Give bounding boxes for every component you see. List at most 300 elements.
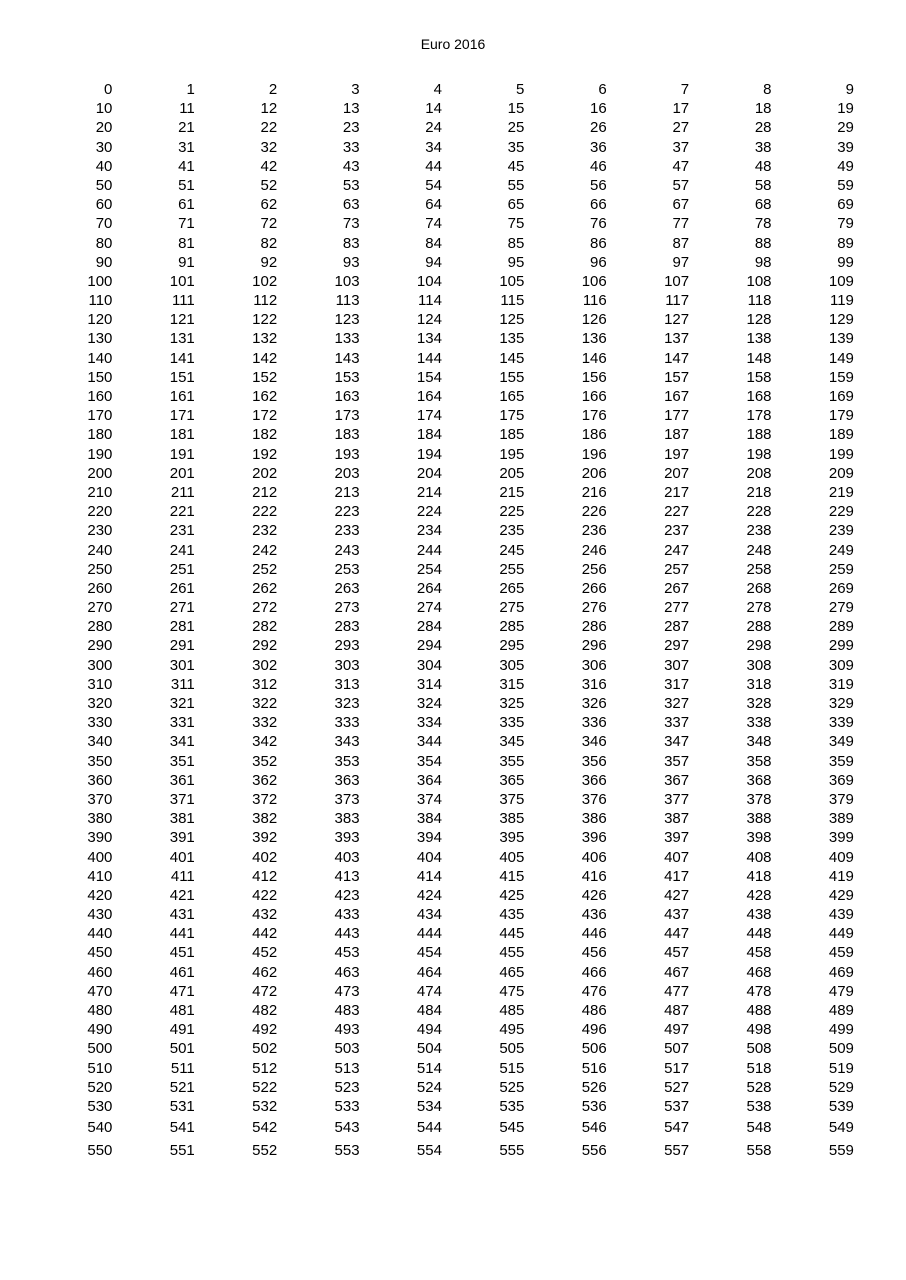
grid-cell: 430 (87, 906, 113, 924)
grid-cell: 202 (252, 464, 278, 482)
grid-cell: 423 (334, 886, 360, 904)
grid-cell: 541 (169, 1119, 195, 1137)
grid-cell: 243 (334, 541, 360, 559)
grid-cell: 477 (664, 982, 690, 1000)
grid-cell: 509 (828, 1040, 854, 1058)
grid-cell: 512 (252, 1059, 278, 1077)
grid-cell: 261 (169, 579, 195, 597)
grid-cell: 426 (581, 886, 607, 904)
grid-cell: 557 (664, 1142, 690, 1160)
grid-cell: 556 (581, 1142, 607, 1160)
grid-cell: 101 (169, 272, 195, 290)
grid-cell: 445 (499, 925, 525, 943)
grid-cell: 162 (252, 388, 278, 405)
grid-cell: 6 (598, 81, 607, 98)
grid-cell: 406 (581, 848, 607, 866)
grid-cell: 427 (664, 886, 690, 904)
grid-cell: 336 (581, 714, 607, 732)
grid-cell: 342 (252, 733, 278, 751)
grid-cell: 290 (87, 637, 113, 655)
grid-cell: 319 (828, 675, 854, 693)
grid-row (30, 867, 854, 886)
grid-cell: 64 (425, 196, 442, 214)
grid-cell: 13 (342, 100, 360, 118)
grid-cell: 307 (664, 656, 690, 674)
grid-cell: 389 (828, 810, 854, 828)
grid-cell: 20 (95, 119, 113, 137)
grid-cell: 410 (87, 867, 113, 885)
grid-cell: 481 (169, 1002, 195, 1019)
grid-cell: 80 (95, 234, 113, 252)
grid-cell: 419 (828, 867, 854, 885)
grid-cell: 275 (499, 599, 525, 617)
grid-row (30, 1001, 854, 1020)
grid-cell: 551 (169, 1142, 195, 1160)
grid-row (30, 138, 854, 157)
grid-cell: 163 (334, 388, 360, 405)
grid-cell: 328 (746, 695, 772, 712)
grid-cell: 453 (334, 944, 360, 962)
grid-cell: 268 (746, 579, 772, 597)
grid-cell: 127 (664, 311, 690, 329)
grid-cell: 1 (186, 81, 195, 98)
grid-cell: 214 (416, 483, 442, 501)
grid-cell: 277 (664, 599, 690, 617)
grid-cell: 72 (260, 215, 278, 233)
grid-cell: 254 (416, 560, 442, 578)
grid-cell: 309 (828, 656, 854, 674)
grid-cell: 521 (169, 1078, 195, 1096)
grid-row (30, 656, 854, 675)
grid-cell: 305 (499, 656, 525, 674)
grid-row (30, 828, 854, 847)
grid-cell: 276 (581, 599, 607, 617)
grid-cell: 310 (87, 675, 113, 693)
grid-cell: 7 (680, 81, 690, 98)
grid-cell: 286 (581, 618, 607, 636)
grid-cell: 271 (169, 599, 195, 617)
grid-cell: 121 (169, 311, 195, 329)
grid-cell: 351 (169, 752, 195, 770)
grid-cell: 414 (416, 867, 442, 885)
grid-cell: 132 (252, 330, 278, 348)
grid-cell: 11 (179, 100, 195, 118)
grid-cell: 535 (499, 1097, 525, 1115)
grid-cell: 411 (170, 867, 195, 885)
grid-row (30, 195, 854, 214)
grid-cell: 17 (672, 100, 690, 118)
grid-cell: 109 (828, 272, 854, 290)
grid-cell: 65 (507, 196, 525, 214)
grid-cell: 228 (746, 503, 772, 521)
grid-cell: 205 (499, 464, 525, 482)
grid-cell: 224 (416, 503, 442, 521)
grid-cell: 486 (581, 1002, 607, 1019)
grid-cell: 537 (664, 1097, 690, 1115)
grid-cell: 36 (590, 138, 607, 156)
grid-cell: 330 (87, 714, 113, 732)
grid-cell: 480 (87, 1002, 113, 1019)
grid-cell: 194 (416, 445, 442, 463)
grid-cell: 165 (499, 388, 525, 405)
grid-cell: 491 (169, 1021, 195, 1039)
grid-cell: 213 (334, 483, 360, 501)
grid-cell: 130 (87, 330, 113, 348)
grid-cell: 357 (664, 752, 690, 770)
grid-cell: 312 (252, 675, 278, 693)
grid-cell: 555 (499, 1142, 525, 1160)
grid-row (30, 406, 854, 425)
grid-cell: 256 (581, 560, 607, 578)
grid-cell: 311 (170, 675, 195, 693)
grid-cell: 390 (87, 829, 113, 847)
grid-cell: 265 (499, 579, 525, 597)
grid-cell: 281 (169, 618, 195, 636)
grid-cell: 559 (828, 1142, 854, 1160)
grid-cell: 436 (581, 906, 607, 924)
grid-cell: 306 (581, 656, 607, 674)
grid-cell: 123 (334, 311, 360, 329)
grid-cell: 456 (581, 944, 607, 962)
grid-cell: 86 (590, 234, 607, 252)
grid-cell: 211 (170, 483, 195, 501)
grid-cell: 402 (252, 848, 278, 866)
grid-cell: 115 (500, 292, 525, 310)
grid-cell: 424 (416, 886, 442, 904)
grid-cell: 272 (252, 599, 278, 617)
grid-cell: 356 (581, 752, 607, 770)
grid-row (30, 483, 854, 502)
grid-cell: 450 (87, 944, 113, 962)
grid-cell: 215 (499, 483, 525, 501)
grid-cell: 87 (672, 234, 690, 252)
grid-cell: 354 (416, 752, 442, 770)
grid-cell: 169 (828, 388, 854, 405)
grid-cell: 108 (746, 272, 772, 290)
grid-cell: 237 (664, 522, 690, 540)
grid-cell: 374 (416, 790, 442, 808)
grid-cell: 114 (418, 292, 442, 310)
grid-cell: 231 (169, 522, 195, 540)
grid-cell: 262 (252, 579, 278, 597)
grid-cell: 71 (178, 215, 195, 233)
grid-cell: 352 (252, 752, 278, 770)
grid-cell: 156 (581, 368, 607, 386)
grid-cell: 23 (342, 119, 360, 137)
grid-cell: 295 (499, 637, 525, 655)
grid-cell: 407 (664, 848, 690, 866)
grid-cell: 444 (416, 925, 442, 943)
grid-row (30, 694, 854, 713)
grid-cell: 168 (746, 388, 772, 405)
grid-cell: 540 (87, 1119, 113, 1137)
grid-cell: 51 (178, 176, 195, 194)
grid-cell: 409 (828, 848, 854, 866)
grid-cell: 53 (342, 176, 360, 194)
grid-cell: 298 (746, 637, 772, 655)
grid-cell: 542 (252, 1119, 278, 1137)
grid-cell: 107 (664, 272, 690, 290)
grid-row (30, 425, 854, 444)
grid-cell: 394 (416, 829, 442, 847)
grid-cell: 188 (746, 426, 772, 444)
grid-cell: 207 (664, 464, 690, 482)
grid-cell: 511 (170, 1059, 195, 1077)
grid-cell: 57 (672, 176, 690, 194)
grid-cell: 134 (416, 330, 442, 348)
grid-cell: 362 (252, 771, 278, 789)
grid-cell: 476 (581, 982, 607, 1000)
grid-cell: 128 (746, 311, 772, 329)
grid-cell: 248 (746, 541, 772, 559)
grid-cell: 222 (252, 503, 278, 521)
grid-cell: 274 (416, 599, 442, 617)
grid-cell: 146 (581, 349, 607, 367)
grid-cell: 292 (252, 637, 278, 655)
grid-cell: 361 (169, 771, 195, 789)
grid-cell: 337 (664, 714, 690, 732)
grid-cell: 85 (507, 234, 525, 252)
grid-cell: 42 (260, 157, 278, 175)
grid-cell: 308 (746, 656, 772, 674)
grid-cell: 506 (581, 1040, 607, 1058)
grid-cell: 384 (416, 810, 442, 828)
grid-row (30, 541, 854, 560)
grid-cell: 92 (260, 253, 278, 271)
grid-cell: 543 (334, 1119, 360, 1137)
grid-row (30, 1039, 854, 1058)
grid-cell: 70 (95, 215, 113, 233)
grid-cell: 297 (664, 637, 690, 655)
grid-cell: 236 (581, 522, 607, 540)
grid-cell: 533 (334, 1097, 360, 1115)
grid-cell: 457 (664, 944, 690, 962)
grid-cell: 263 (334, 579, 360, 597)
grid-cell: 466 (581, 963, 607, 981)
grid-cell: 516 (581, 1059, 607, 1077)
grid-cell: 219 (828, 483, 854, 501)
grid-cell: 75 (507, 215, 525, 233)
grid-cell: 304 (416, 656, 442, 674)
grid-cell: 377 (664, 790, 690, 808)
grid-cell: 443 (334, 925, 360, 943)
grid-cell: 216 (581, 483, 607, 501)
grid-cell: 189 (828, 426, 854, 444)
grid-cell: 317 (664, 675, 690, 693)
grid-cell: 154 (416, 368, 442, 386)
grid-cell: 32 (260, 138, 278, 156)
grid-cell: 173 (334, 407, 360, 425)
grid-cell: 193 (334, 445, 360, 463)
grid-cell: 458 (746, 944, 772, 962)
grid-cell: 366 (581, 771, 607, 789)
grid-cell: 527 (664, 1078, 690, 1096)
grid-cell: 519 (828, 1059, 854, 1077)
grid-row (30, 176, 854, 195)
grid-cell: 62 (260, 196, 278, 214)
grid-cell: 293 (334, 637, 360, 655)
grid-cell: 166 (581, 388, 607, 405)
grid-cell: 167 (664, 388, 690, 405)
grid-cell: 517 (664, 1059, 690, 1077)
grid-cell: 300 (87, 656, 113, 674)
grid-cell: 399 (828, 829, 854, 847)
grid-cell: 5 (516, 81, 525, 98)
grid-cell: 184 (416, 426, 442, 444)
grid-cell: 185 (499, 426, 525, 444)
grid-cell: 22 (260, 119, 278, 137)
grid-cell: 187 (664, 426, 690, 444)
grid-cell: 24 (425, 119, 442, 137)
grid-cell: 149 (828, 349, 854, 367)
grid-cell: 255 (499, 560, 525, 578)
grid-cell: 90 (95, 253, 113, 271)
grid-cell: 267 (664, 579, 690, 597)
grid-cell: 37 (672, 138, 690, 156)
grid-cell: 253 (334, 560, 360, 578)
grid-cell: 159 (828, 368, 854, 386)
grid-cell: 257 (664, 560, 690, 578)
grid-cell: 398 (746, 829, 772, 847)
grid-cell: 26 (590, 119, 607, 137)
grid-cell: 487 (664, 1002, 690, 1019)
grid-cell: 244 (416, 541, 442, 559)
grid-cell: 143 (334, 349, 360, 367)
grid-cell: 30 (95, 138, 113, 156)
grid-cell: 203 (334, 464, 360, 482)
grid-cell: 421 (169, 886, 195, 904)
grid-cell: 408 (746, 848, 772, 866)
grid-cell: 335 (499, 714, 525, 732)
grid-cell: 270 (87, 599, 113, 617)
grid-cell: 420 (87, 886, 113, 904)
grid-cell: 378 (746, 790, 772, 808)
grid-row (30, 1059, 854, 1078)
grid-cell: 435 (499, 906, 525, 924)
grid-cell: 538 (746, 1097, 772, 1115)
grid-cell: 98 (754, 253, 772, 271)
grid-cell: 54 (425, 176, 442, 194)
grid-cell: 397 (664, 829, 690, 847)
grid-row (30, 521, 854, 540)
grid-cell: 468 (746, 963, 772, 981)
grid-row (30, 732, 854, 751)
grid-cell: 554 (416, 1142, 442, 1160)
grid-cell: 522 (252, 1078, 278, 1096)
grid-cell: 111 (171, 292, 195, 310)
grid-cell: 106 (581, 272, 607, 290)
grid-cell: 15 (507, 100, 525, 118)
grid-row (30, 771, 854, 790)
grid-cell: 196 (581, 445, 607, 463)
grid-cell: 549 (828, 1119, 854, 1137)
grid-cell: 230 (87, 522, 113, 540)
grid-row (30, 1116, 854, 1139)
grid-cell: 183 (334, 426, 360, 444)
grid-cell: 520 (87, 1078, 113, 1096)
grid-cell: 438 (746, 906, 772, 924)
grid-cell: 507 (664, 1040, 690, 1058)
grid-cell: 363 (334, 771, 360, 789)
grid-row (30, 675, 854, 694)
grid-cell: 391 (169, 829, 195, 847)
grid-cell: 246 (581, 541, 607, 559)
grid-cell: 52 (260, 176, 278, 194)
grid-cell: 334 (416, 714, 442, 732)
grid-cell: 88 (754, 234, 772, 252)
grid-cell: 177 (664, 407, 690, 425)
grid-cell: 358 (746, 752, 772, 770)
grid-cell: 381 (169, 810, 195, 828)
grid-cell: 503 (334, 1040, 360, 1058)
grid-cell: 322 (252, 695, 278, 712)
grid-cell: 164 (416, 388, 442, 405)
grid-cell: 209 (828, 464, 854, 482)
grid-row (30, 272, 854, 291)
grid-cell: 439 (828, 906, 854, 924)
grid-cell: 510 (87, 1059, 113, 1077)
grid-cell: 314 (416, 675, 442, 693)
grid-row (30, 214, 854, 233)
grid-cell: 247 (664, 541, 690, 559)
grid-cell: 12 (260, 100, 278, 118)
grid-cell: 160 (87, 388, 113, 405)
grid-cell: 125 (499, 311, 525, 329)
grid-cell: 433 (334, 906, 360, 924)
grid-cell: 483 (334, 1002, 360, 1019)
grid-cell: 190 (87, 445, 113, 463)
grid-cell: 100 (87, 272, 113, 290)
grid-row (30, 809, 854, 828)
grid-cell: 415 (499, 867, 525, 885)
grid-cell: 416 (581, 867, 607, 885)
grid-cell: 172 (252, 407, 278, 425)
grid-cell: 79 (837, 215, 854, 233)
grid-cell: 302 (252, 656, 278, 674)
grid-cell: 58 (754, 176, 772, 194)
grid-row (30, 963, 854, 982)
grid-cell: 536 (581, 1097, 607, 1115)
grid-cell: 418 (746, 867, 772, 885)
grid-cell: 534 (416, 1097, 442, 1115)
grid-cell: 431 (169, 906, 195, 924)
grid-cell: 548 (746, 1119, 772, 1137)
grid-cell: 238 (746, 522, 772, 540)
grid-cell: 513 (334, 1059, 360, 1077)
grid-cell: 67 (672, 196, 690, 214)
grid-cell: 103 (334, 272, 360, 290)
grid-cell: 338 (746, 714, 772, 732)
grid-cell: 113 (335, 292, 360, 310)
grid-cell: 497 (664, 1021, 690, 1039)
grid-cell: 77 (672, 215, 690, 233)
grid-cell: 499 (828, 1021, 854, 1039)
grid-cell: 144 (416, 349, 442, 367)
grid-cell: 33 (342, 138, 360, 156)
grid-cell: 284 (416, 618, 442, 636)
grid-cell: 283 (334, 618, 360, 636)
grid-row (30, 387, 854, 406)
grid-cell: 333 (334, 714, 360, 732)
grid-row (30, 560, 854, 579)
grid-cell: 323 (334, 695, 360, 712)
grid-cell: 488 (746, 1002, 772, 1019)
grid-cell: 475 (499, 982, 525, 1000)
grid-cell: 41 (178, 157, 195, 175)
grid-cell: 61 (178, 196, 195, 214)
grid-cell: 4 (433, 81, 442, 98)
grid-cell: 104 (416, 272, 442, 290)
